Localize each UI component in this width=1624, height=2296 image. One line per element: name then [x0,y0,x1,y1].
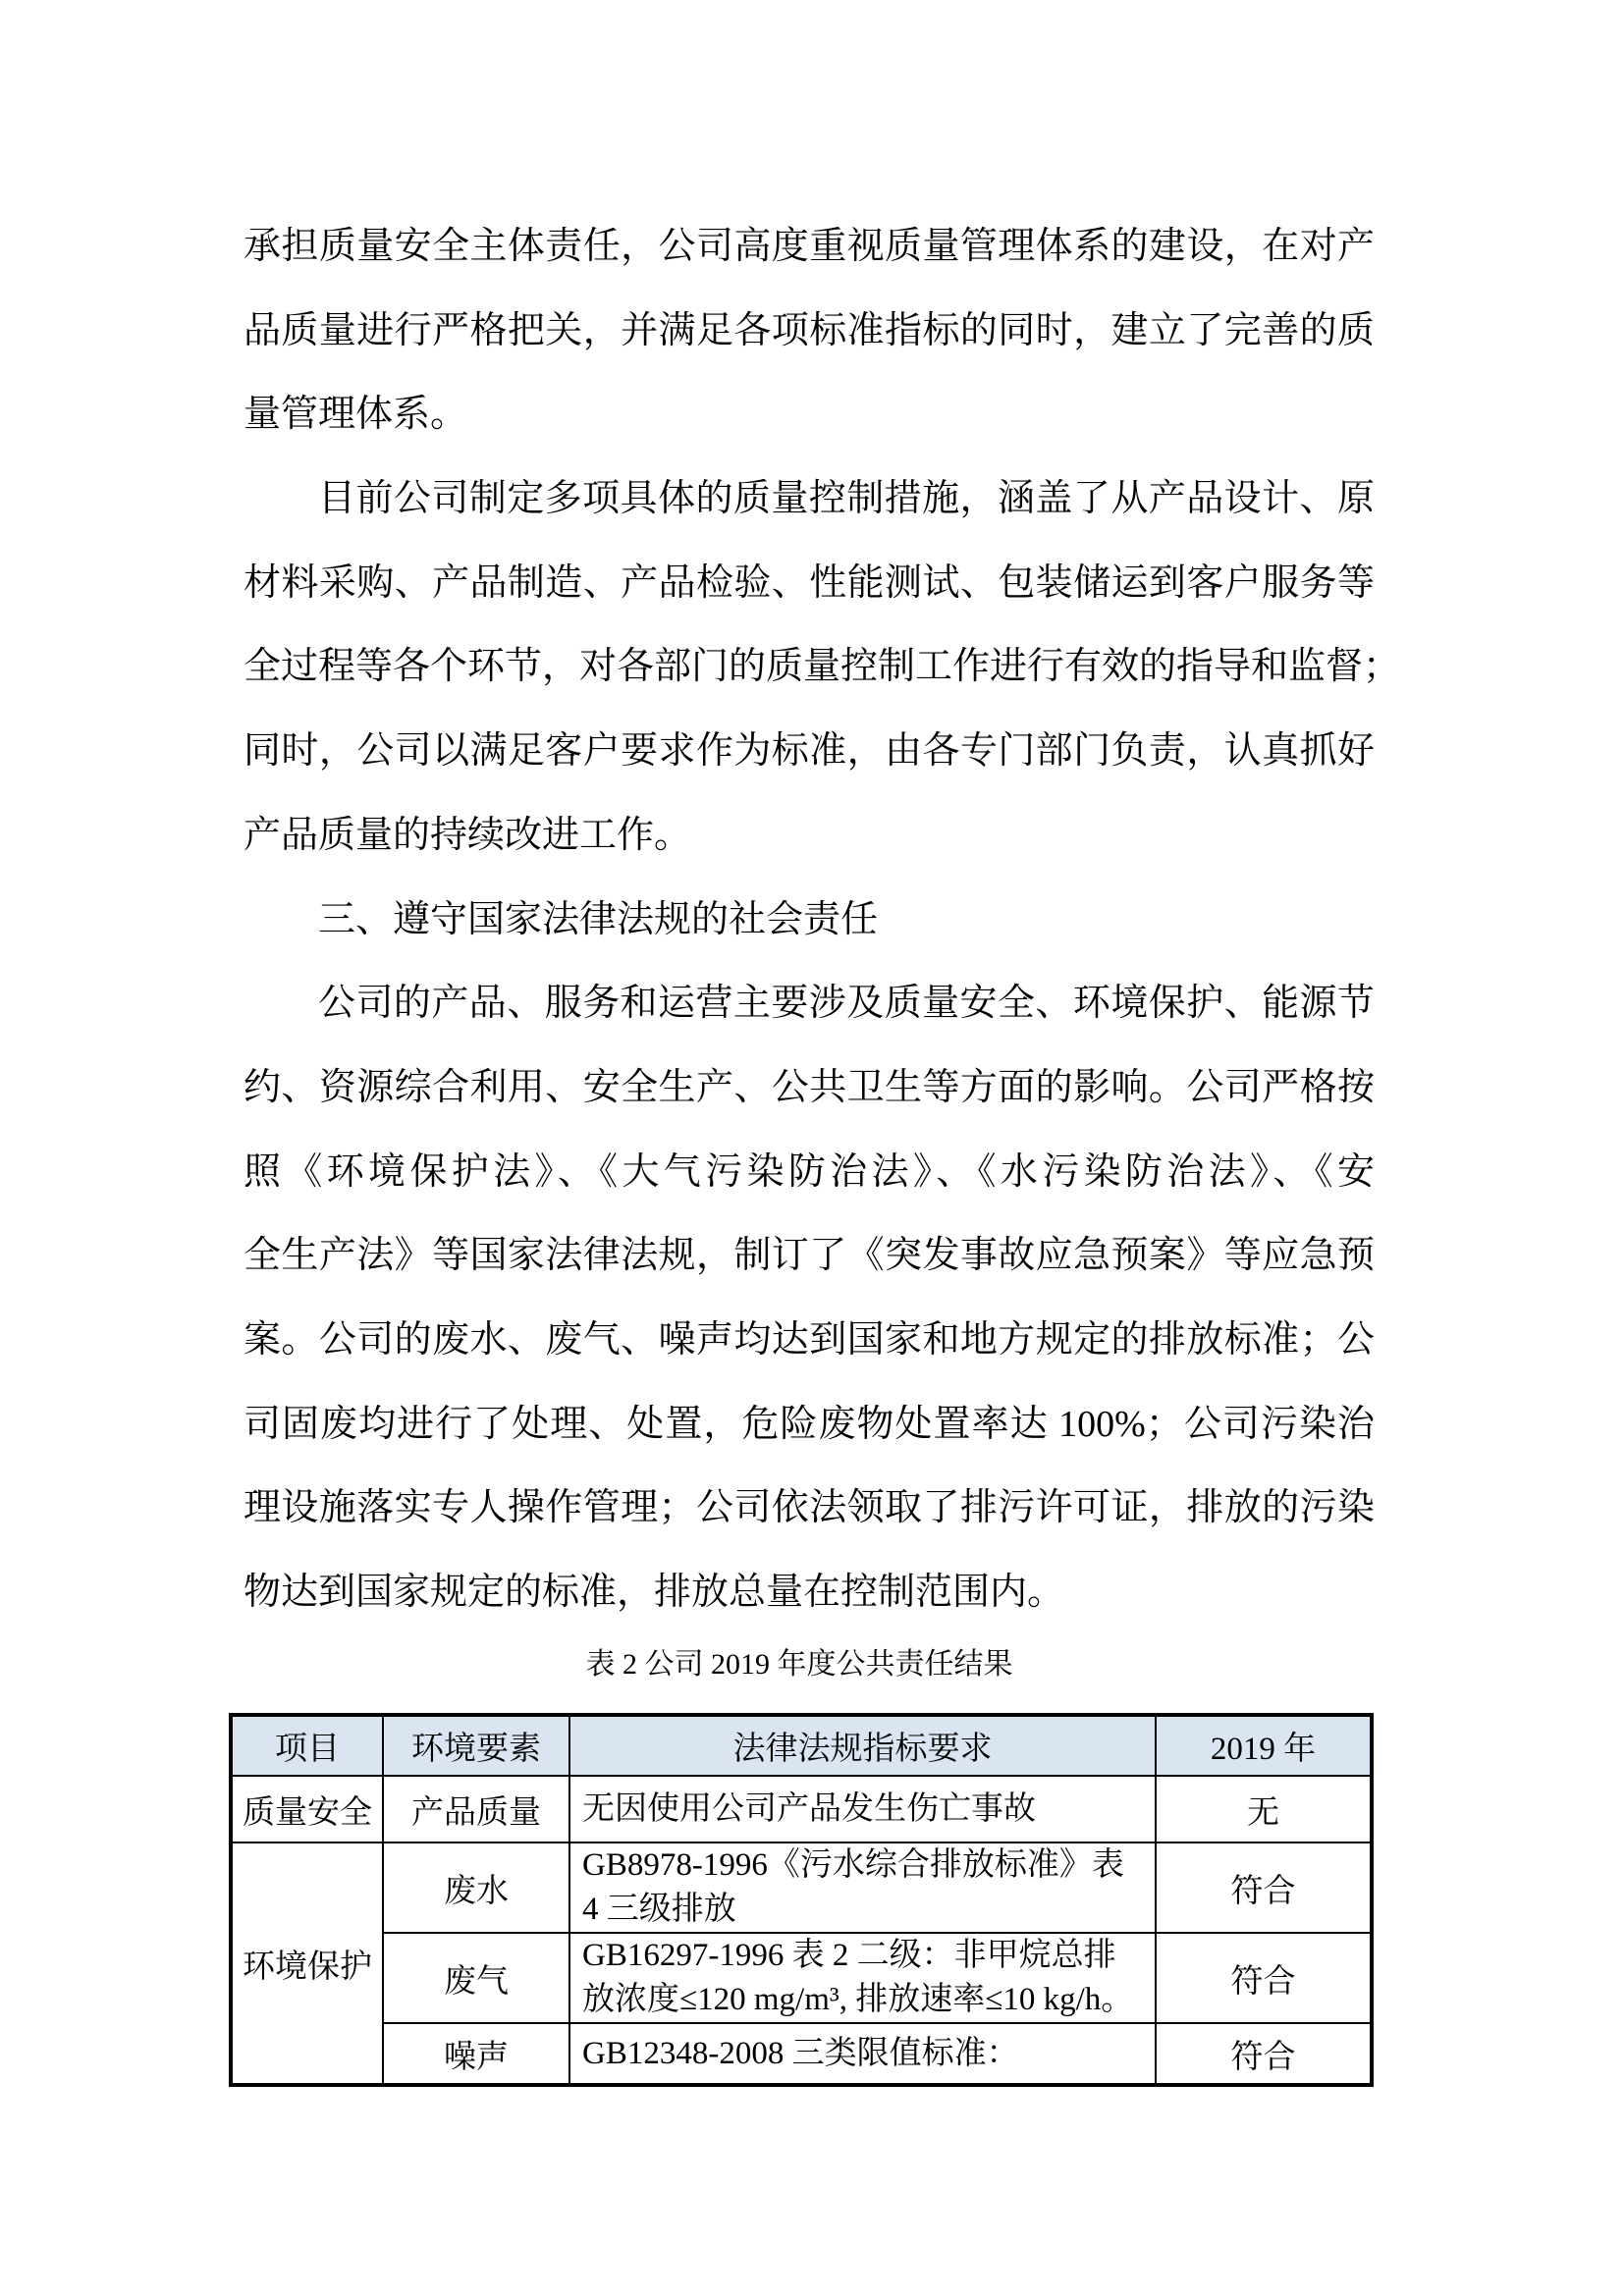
factor-cell: 废水 [383,1842,569,1933]
factor-cell: 废气 [383,1933,569,2023]
table-caption: 表 2 公司 2019 年度公共责任结果 [585,1648,1013,1681]
body-line: 理设施落实专人操作管理；公司依法领取了排污许可证，排放的污染 [244,1487,1375,1529]
result-cell: 符合 [1156,1933,1372,2023]
requirement-cell: GB12348-2008 三类限值标准： [569,2023,1156,2085]
table-row [231,1842,1372,1933]
section-heading: 三、遵守国家法律法规的社会责任 [318,898,879,940]
result-cell: 符合 [1156,1842,1372,1933]
header-cell-year: 2019 年 [1156,1715,1372,1776]
requirement-cell: GB8978-1996《污水综合排放标准》表 4 三级排放 [569,1842,1156,1933]
header-cell-env-factor: 环境要素 [383,1715,569,1776]
result-cell: 无 [1156,1776,1372,1842]
responsibility-table [229,1713,1374,2087]
body-line: 司固废均进行了处理、处置，危险废物处置率达 100%；公司污染治 [244,1403,1375,1445]
requirement-cell: GB16297-1996 表 2 二级：非甲烷总排放浓度≤120 mg/m³, 排放速率≤10 kg/h。 [569,1933,1156,2023]
body-line: 全过程等各个环节，对各部门的质量控制工作进行有效的指导和监督； [244,646,1401,688]
header-cell-requirement: 法律法规指标要求 [569,1715,1156,1776]
body-line: 承担质量安全主体责任，公司高度重视质量管理体系的建设，在对产 [244,226,1375,267]
result-cell: 符合 [1156,2023,1372,2085]
body-text [244,205,1401,1635]
body-line: 照《环境保护法》、《大气污染防治法》、《水污染防治法》、《安 [244,1150,1375,1193]
body-line: 量管理体系。 [244,394,468,436]
table-row [231,1933,1372,2023]
group-cell-environment: 环境保护 [231,1842,383,2085]
body-line: 物达到国家规定的标准，排放总量在控制范围内。 [244,1572,1065,1613]
requirement-cell: 无因使用公司产品发生伤亡事故 [569,1776,1156,1842]
factor-cell: 噪声 [383,2023,569,2085]
body-line: 案。公司的废水、废气、噪声均达到国家和地方规定的排放标准；公 [244,1318,1375,1361]
table-row [231,1776,1372,1842]
body-line: 公司的产品、服务和运营主要涉及质量安全、环境保护、能源节 [318,983,1375,1025]
factor-cell: 产品质量 [383,1776,569,1842]
header-cell-project: 项目 [231,1715,383,1776]
body-line: 同时，公司以满足客户要求作为标准，由各专门部门负责，认真抓好 [244,730,1375,773]
body-line: 约、资源综合利用、安全生产、公共卫生等方面的影响。公司严格按 [244,1066,1375,1108]
body-line: 材料采购、产品制造、产品检验、性能测试、包装储运到客户服务等 [244,561,1375,604]
group-cell-quality-safety: 质量安全 [231,1776,383,1842]
body-line: 全生产法》等国家法律法规，制订了《突发事故应急预案》等应急预 [244,1235,1375,1277]
body-line: 品质量进行严格把关，并满足各项标准指标的同时，建立了完善的质 [244,309,1375,351]
body-line: 目前公司制定多项具体的质量控制措施，涵盖了从产品设计、原 [318,478,1375,520]
table-header-row [231,1715,1372,1776]
body-line: 产品质量的持续改进工作。 [244,814,692,856]
table-row [231,2023,1372,2085]
